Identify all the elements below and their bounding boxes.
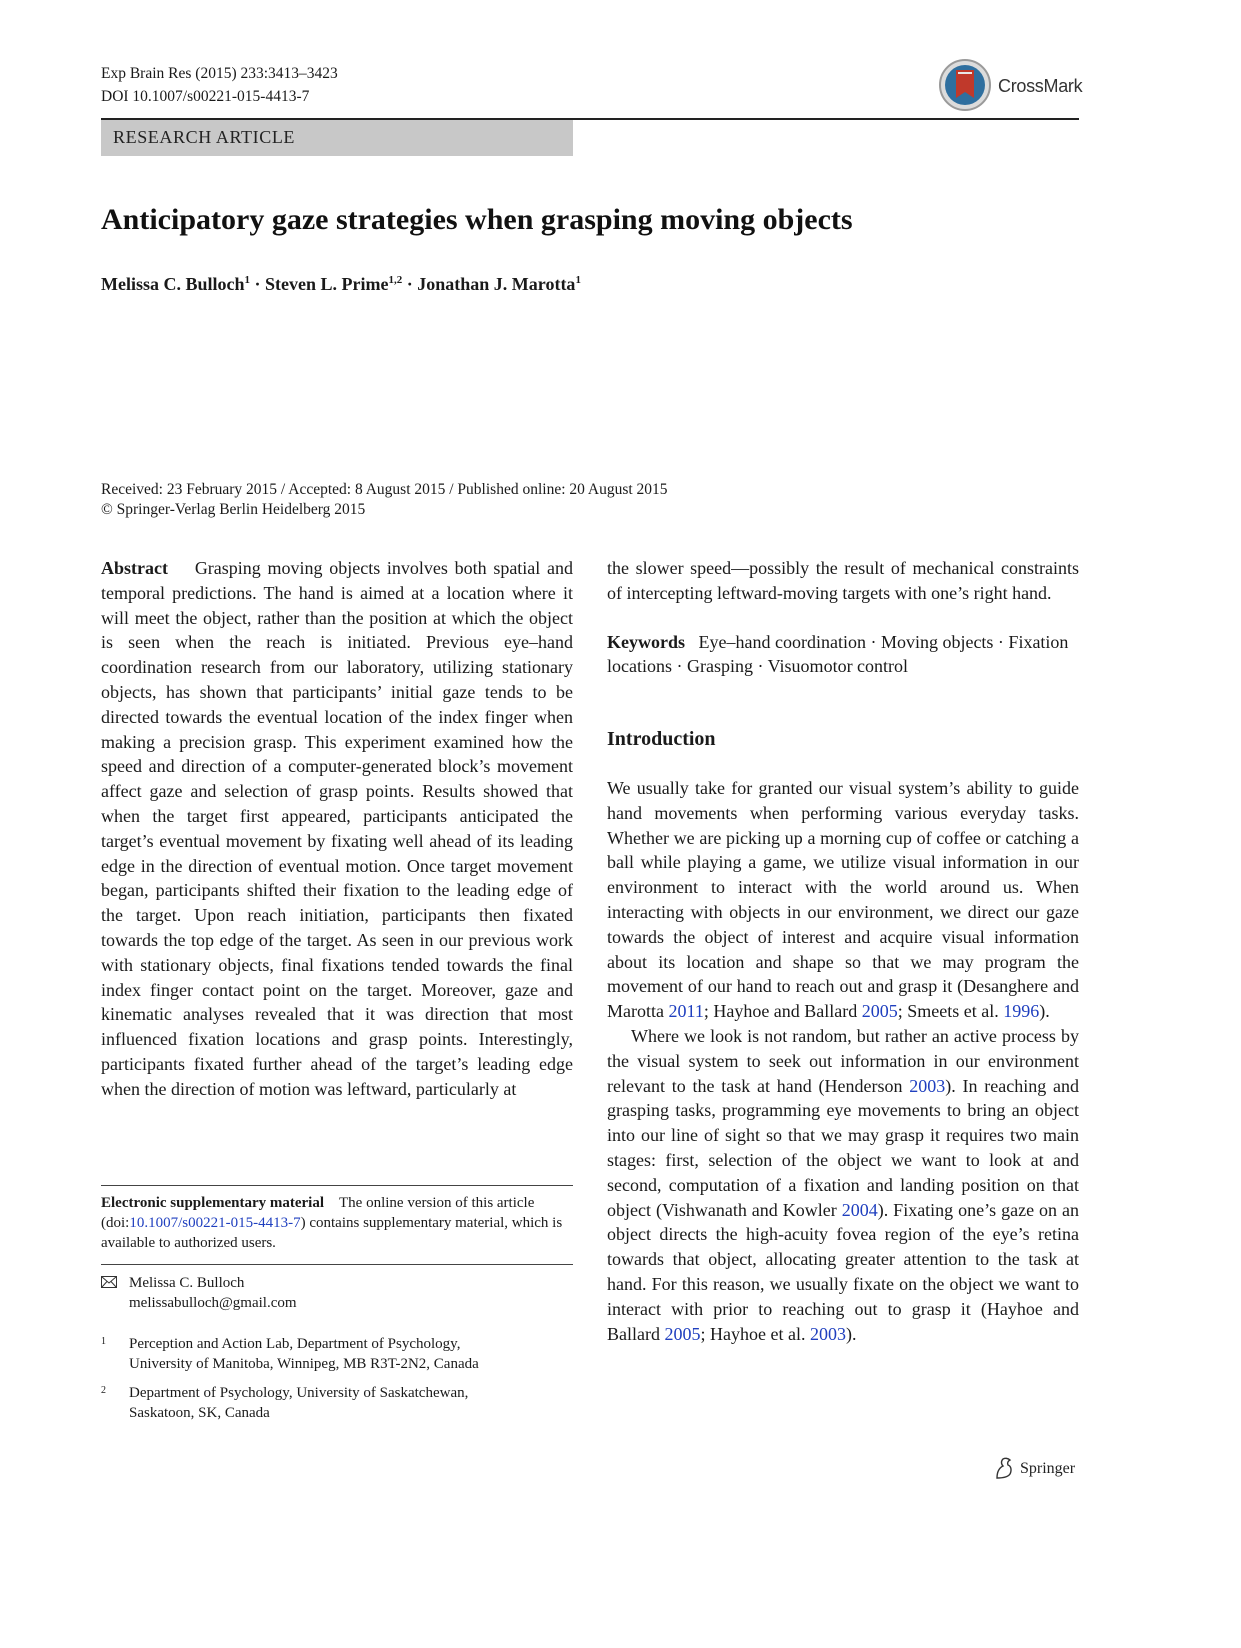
- author-name: Jonathan J. Marotta: [417, 274, 576, 294]
- publisher-name: Springer: [1020, 1460, 1076, 1477]
- crossmark-badge[interactable]: [938, 58, 1088, 114]
- history-dates: Received: 23 February 2015 / Accepted: 8 August 2015 / Published online: 20 August 2015: [101, 481, 668, 498]
- intro-p1-text: ).: [1039, 1001, 1050, 1022]
- keywords-block: [607, 630, 1079, 680]
- abstract-continuation: the slower speed—possibly the result of mechanical constraints of intercepting leftward-moving targets with one’s right hand.: [607, 558, 1079, 603]
- author-name: Steven L. Prime: [265, 274, 389, 294]
- intro-p1-text: ; Hayhoe and Ballard: [703, 1001, 862, 1022]
- copyright-line: © Springer-Verlag Berlin Heidelberg 2015: [101, 501, 366, 518]
- intro-p2-text: ). Fixating one’s gaze on an object directs the high-acuity fovea region of the eye’s retina towards that object, allocating greater attention to the task at hand. For this reason, we usually fixate on the object we want to interact with prior to reaching out to grasp it (Hayhoe and Ballard: [607, 1199, 1079, 1344]
- intro-paragraph-1: [607, 776, 1079, 1024]
- affiliation-line: Saskatoon, SK, Canada: [129, 1405, 270, 1421]
- corresponding-email[interactable]: melissabulloch@gmail.com: [129, 1294, 297, 1311]
- author-affiliation-mark: 1: [575, 274, 581, 286]
- abstract-label: Abstract: [101, 558, 168, 578]
- author-affiliation-mark: 1,2: [388, 274, 403, 286]
- citation-link[interactable]: 2003: [909, 1075, 946, 1096]
- article-type-band: [101, 120, 573, 156]
- affiliation-line: Department of Psychology, University of Saskatchewan,: [129, 1385, 469, 1401]
- citation-link[interactable]: 2005: [664, 1323, 701, 1344]
- intro-p2-text: ).: [845, 1323, 857, 1344]
- affiliation-number: 2: [101, 1385, 106, 1396]
- footnote-rule: [101, 1185, 573, 1186]
- author-list: [101, 274, 581, 295]
- intro-p1-text: We usually take for granted our visual system’s ability to guide hand movements when performing various everyday tasks. Whether we are picking up a morning cup of coffee or catching a ball while playing a game, we utilize visual information in our environment to interact with the world around us. When interacting with objects in our environment, we direct our gaze towards the object of interest and acquire visual information about its location and shape so that we may program the movement of our hand to reach out and grasp it (Desanghere and Marotta: [607, 777, 1079, 1022]
- footnote-rule: [101, 1264, 573, 1265]
- corresponding-name: Melissa C. Bulloch: [129, 1275, 245, 1291]
- doi-line: DOI 10.1007/s00221-015-4413-7: [101, 88, 310, 105]
- intro-p2-text: ). In reaching and grasping tasks, programming eye movements to bring an object into our line of sight so that we may grasp it requires two main stages: first, selection of the object we want to look at and second, computation of a fixation and landing position on that object (Vishwanath and Kowler: [607, 1075, 1079, 1220]
- publisher-logo: [993, 1456, 1083, 1484]
- intro-p2-text: ; Hayhoe et al.: [700, 1323, 810, 1344]
- crossmark-icon: [938, 58, 992, 112]
- intro-p2-text: Where we look is not random, but rather an active process by the visual system to seek out information in our environment relevant to the task at hand (Henderson: [607, 1025, 1079, 1096]
- citation-link[interactable]: 1996: [1003, 1001, 1040, 1022]
- author-name: Melissa C. Bulloch: [101, 274, 245, 294]
- intro-p1-text: ; Smeets et al.: [897, 1001, 1004, 1022]
- abstract-block: [101, 556, 573, 1102]
- publication-history: [101, 480, 668, 520]
- affiliation-number: 1: [101, 1336, 106, 1347]
- citation-link[interactable]: 2005: [861, 1001, 898, 1022]
- section-heading-introduction: Introduction: [607, 728, 716, 751]
- author-separator: ·: [250, 274, 266, 294]
- affiliation-line: University of Manitoba, Winnipeg, MB R3T-2N2, Canada: [129, 1356, 479, 1372]
- journal-citation: [101, 62, 338, 108]
- supplementary-label: Electronic supplementary material: [101, 1195, 325, 1211]
- keywords-label: Keywords: [607, 631, 685, 652]
- paper-title: Anticipatory gaze strategies when grasping moving objects: [101, 203, 853, 236]
- abstract-text: Grasping moving objects involves both spatial and temporal predictions. The hand is aimed at a location where it will meet the object, rather than the position at which the object is seen when the reach is initiated. Previous eye–hand coordination research from our laboratory, utilizing stationary objects, has shown that participants’ initial gaze tends to be directed towards the eventual location of the index finger when making a precision grasp. This experiment examined how the speed and direction of a computer-generated block’s movement affect gaze and selection of grasp points. Results showed that when the target first appeared, participants anticipated the target’s eventual movement by fixating well ahead of its leading edge in the direction of eventual motion. Once target movement began, participants shifted their fixation to the leading edge of the target. Upon reach initiation, participants then fixated towards the top edge of the target. As seen in our previous work with stationary objects, final fixations tended towards the final index finger contact point on the target. Moreover, gaze and kinematic analyses revealed that it was direction that most influenced fixation locations and grasp points. Interestingly, participants fixated further ahead of the target’s leading edge when the direction of motion was leftward, particularly at: [101, 558, 573, 1099]
- keywords-text: Eye–hand coordination · Moving objects · Fixation locations · Grasping · Visuomotor control: [607, 631, 1069, 677]
- crossmark-label: CrossMark: [998, 76, 1083, 96]
- citation-link[interactable]: 2011: [668, 1001, 704, 1022]
- springer-horse-icon: [993, 1456, 1015, 1480]
- author-affiliation-mark: 1: [244, 274, 251, 286]
- journal-line: Exp Brain Res (2015) 233:3413–3423: [101, 65, 338, 82]
- citation-link[interactable]: 2003: [809, 1323, 846, 1344]
- citation-link[interactable]: 2004: [841, 1199, 878, 1220]
- affiliation-line: Perception and Action Lab, Department of Psychology,: [129, 1336, 461, 1352]
- supplementary-note: [101, 1193, 573, 1253]
- right-column: [607, 556, 1079, 1346]
- article-type-label: RESEARCH ARTICLE: [113, 127, 296, 147]
- author-separator: ·: [402, 274, 418, 294]
- envelope-icon: [101, 1276, 117, 1288]
- doi-link[interactable]: 10.1007/s00221-015-4413-7: [129, 1215, 301, 1231]
- supplementary-text: The online version of this article (doi:: [101, 1195, 535, 1231]
- supplementary-text: ) contains supplementary material, which is available to authorized users.: [101, 1215, 563, 1251]
- intro-paragraph-2: [607, 1024, 1079, 1346]
